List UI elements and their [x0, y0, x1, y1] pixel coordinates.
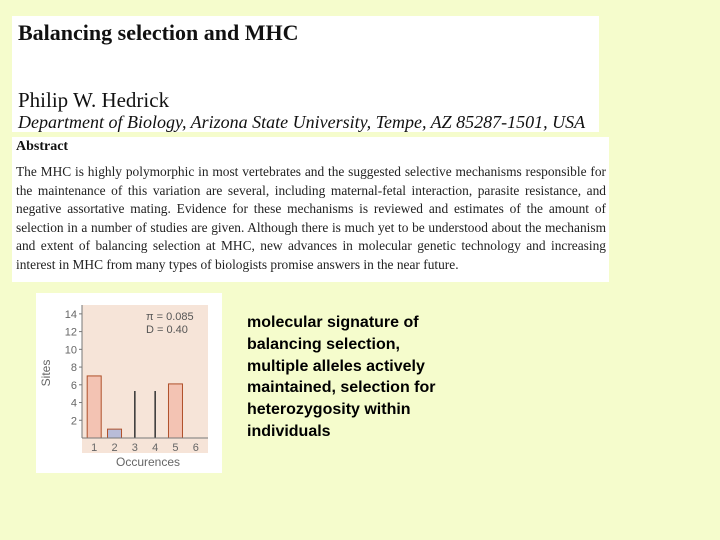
figure-panel — [36, 293, 222, 473]
abstract-section — [12, 137, 609, 282]
y-tick-label: 8 — [70, 362, 77, 375]
figure-caption: molecular signature of balancing selection, multiple alleles actively maintained, selection for heterozygosity within individuals — [247, 314, 436, 440]
y-tick-label: 2 — [70, 415, 77, 428]
x-tick-label: 4 — [152, 442, 159, 454]
y-tick-label: 4 — [70, 397, 77, 410]
y-tick-label: 14 — [64, 308, 77, 321]
abstract-text: The MHC is highly polymorphic in most vertebrates and the suggested selective mechanisms responsible for the maintenance of this variation are several, including maternal-fetal interaction, parasite resistance, and negative assortative mating. Evidence for these mechanisms is reviewed and estimates of the amount of selection in a number of studies are given. Although there is much yet to be understood about the mechanism and extent of balancing selection at MHC, new advances in molecular genetic technology and increasing interest in MHC from many types of biologists promise answers in the near future. — [16, 164, 606, 272]
y-tick-label: 12 — [64, 326, 77, 339]
bar-occurence-2 — [108, 429, 122, 438]
x-tick-label: 3 — [131, 442, 138, 454]
y-tick-label: 10 — [64, 344, 77, 357]
abstract-heading: Abstract — [16, 139, 69, 154]
paper-title: Balancing selection and MHC — [18, 20, 299, 45]
bar-occurence-4 — [154, 391, 156, 438]
d-annotation: D = 0.40 — [146, 324, 188, 336]
x-tick-label: 1 — [91, 442, 98, 454]
bar-occurence-5 — [168, 384, 182, 438]
pi-annotation: π = 0.085 — [146, 311, 194, 323]
y-axis-label: Sites — [39, 359, 53, 387]
bar-occurence-3 — [134, 391, 136, 438]
author-name: Philip W. Hedrick — [18, 88, 170, 112]
y-tick-label: 6 — [70, 379, 77, 392]
sites-histogram — [36, 293, 222, 473]
x-tick-label: 5 — [172, 442, 179, 454]
x-tick-label: 2 — [111, 442, 118, 454]
author-affiliation: Department of Biology, Arizona State University, Tempe, AZ 85287-1501, USA — [18, 112, 586, 132]
x-tick-label: 6 — [192, 442, 199, 454]
x-axis-label: Occurences — [115, 455, 181, 469]
bar-occurence-1 — [87, 376, 101, 438]
paper-header — [12, 16, 599, 132]
